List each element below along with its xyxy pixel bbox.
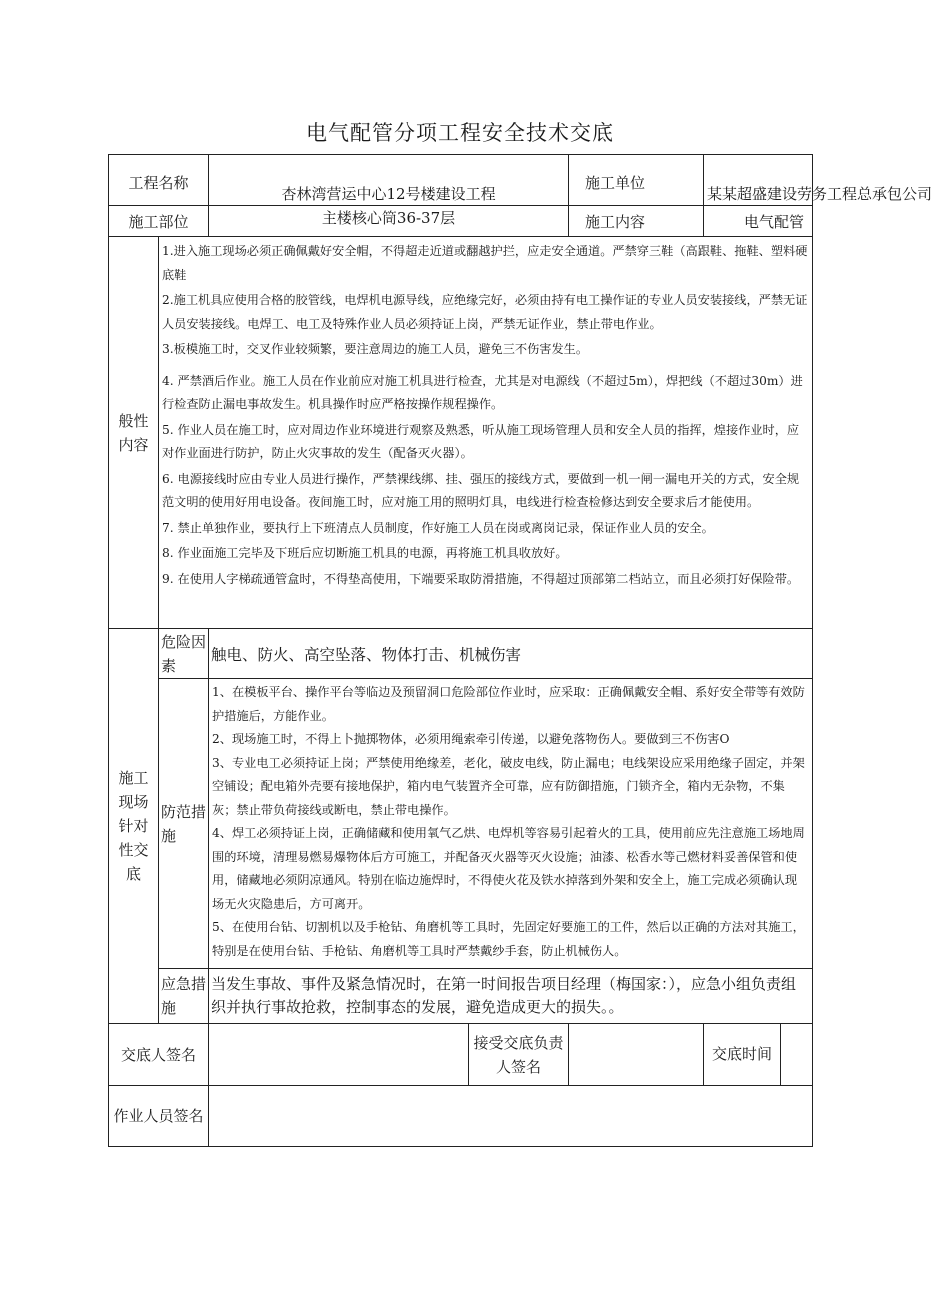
- handover-time-label: 交底时间: [704, 1024, 781, 1085]
- location-value: 主楼核心筒36-37层: [209, 206, 569, 237]
- specific-side-label-line: 针对: [118, 817, 149, 835]
- danger-label: [159, 629, 209, 679]
- row-danger: [109, 629, 813, 679]
- prevention-label: [159, 679, 209, 969]
- general-side-label-line: 般性: [118, 411, 149, 430]
- specific-side-label-line: 现场: [118, 793, 149, 811]
- prevention-item: 1、在模板平台、操作平台等临边及预留洞口危险部位作业时，应采取：正确佩戴安全帽、系好安全带等有效防护措施后，方能作业。: [212, 685, 805, 723]
- general-item: 4. 严禁酒后作业。施工人员在作业前应对施工机具进行检查，尤其是对电源线（不超过5m），焊把线（不超过30m）进行检查防止漏电事故发生。机具操作时应严格按操作规程操作。: [162, 373, 803, 411]
- workers-signature-label: 作业人员签名: [109, 1086, 209, 1147]
- general-item: 1.进入施工现场必须正确佩戴好安全帽，不得超走近道或翻越护拦，应走安全通道。严禁穿三鞋（高跟鞋、拖鞋、塑料硬底鞋: [162, 244, 808, 282]
- project-name-value: 杏林湾营运中心12号楼建设工程: [209, 155, 569, 206]
- general-item: 9. 在使用人字梯疏通管盒时，不得垫高使用，下端要采取防滑措施，不得超过顶部第二档站立，而且必须打好保险带。: [162, 571, 800, 586]
- receiver-signature-label-line: 接受交底负责: [473, 1033, 564, 1052]
- danger-label-line: 危险因: [161, 632, 207, 651]
- general-side-label-line: 内容: [118, 435, 149, 454]
- prevention-label-line: 施: [161, 826, 177, 845]
- row-workers: [109, 1086, 813, 1147]
- row-prevention: [109, 679, 813, 969]
- specific-side-label-line: 施工: [118, 769, 149, 787]
- general-item: 8. 作业面施工完毕及下班后应切断施工机具的电源，再将施工机具收放好。: [162, 546, 568, 560]
- general-item: 6. 电源接线时应由专业人员进行操作，严禁裸线绑、挂、强压的接线方式，要做到一机一闸一漏电开关的方式，安全规范文明的使用好用电设备。夜间施工时，应对施工用的照明灯具，电线进行检查检修达到安全要求后才能使用。: [162, 471, 800, 509]
- document-title: 电气配管分项工程安全技术交底: [306, 121, 614, 145]
- general-item: 5. 作业人员在施工时，应对周边作业环境进行观察及熟悉，听从施工现场管理人员和安全人员的指挥，煌接作业时，应对作业面进行防护，防止火灾事故的发生（配备灭火器）。: [162, 422, 800, 460]
- prevention-item: 5、在使用台钻、切割机以及手枪钻、角磨机等工具时，先固定好要施工的工件，然后以正确的方法对其施工，特别是在使用台钻、手枪钻、角磨机等工具时严禁戴纱手套，防止机械伤人。: [212, 920, 805, 958]
- receiver-signature-label-line: 人签名: [496, 1057, 542, 1076]
- handover-signature-label: 交底人签名: [109, 1024, 209, 1086]
- specific-side-label-line: 性交: [118, 841, 149, 859]
- general-item: 2.施工机具应使用合格的胶管线，电焊机电源导线，应绝缘完好，必须由持有电工操作证的专业人员安装接线，严禁无证人员安装接线。电焊工、电工及特殊作业人员必须持证上岗，严禁无证作业，禁止带电作业。: [162, 293, 808, 331]
- general-item: 3.板模施工时，交叉作业较频繁，要注意周边的施工人员，避免三不伤害发生。: [162, 342, 589, 356]
- receiver-signature-field[interactable]: [569, 1024, 704, 1086]
- safety-briefing-table: [108, 154, 932, 1147]
- handover-time-field[interactable]: [781, 1024, 812, 1085]
- emergency-label-line: 施: [161, 999, 177, 1017]
- content-value: 电气配管: [704, 206, 813, 237]
- construction-unit-value: 某某超盛建设劳务工程总承包公司: [704, 155, 813, 206]
- row-location: [109, 206, 813, 237]
- workers-signature-field[interactable]: [209, 1086, 813, 1147]
- prevention-content: [209, 679, 813, 969]
- row-general: [109, 237, 813, 629]
- prevention-item: 3、专业电工必须持证上岗；严禁使用绝缘差，老化，破皮电线，防止漏电；电线架设应采用绝缘子固定，并架空铺设；配电箱外壳要有接地保护，箱内电气装置齐全可靠，应有防御措施，门锁齐全，箱内无杂物，不集灰；禁止带负荷接线或断电，禁止带电操作。: [212, 755, 805, 817]
- emergency-label: [159, 969, 209, 1024]
- handover-signature-field[interactable]: [209, 1024, 469, 1086]
- danger-label-line: 素: [161, 656, 177, 675]
- project-name-label: 工程名称: [109, 155, 209, 206]
- receiver-signature-label: [469, 1024, 569, 1086]
- prevention-item: 2、现场施工时，不得上卜抛掷物体，必须用绳索牵引传递，以避免落物伤人。要做到三不伤害O: [212, 732, 730, 746]
- general-content: [159, 237, 813, 629]
- general-item: 7. 禁止单独作业，要执行上下班清点人员制度，作好施工人员在岗或离岗记录，保证作业人员的安全。: [162, 520, 714, 535]
- specific-side-label-line: 底: [125, 865, 141, 883]
- location-label: 施工部位: [109, 206, 209, 237]
- specific-side-label: [109, 629, 159, 1024]
- content-label: 施工内容: [569, 206, 704, 237]
- danger-value: 触电、防火、高空坠落、物体打击、机械伤害: [209, 629, 813, 679]
- row-emergency: [109, 969, 813, 1024]
- row-signatures: [109, 1024, 813, 1086]
- row-project: [109, 155, 813, 206]
- handover-time-cell: [704, 1024, 813, 1086]
- general-side-label: [109, 237, 159, 629]
- emergency-label-line: 应急措: [161, 975, 207, 993]
- prevention-item: 4、焊工必须持证上岗，正确储藏和使用氧气乙烘、电焊机等容易引起着火的工具，使用前应先注意施工场地周围的环境，清理易燃易爆物体后方可施工，并配备灭火器等灭火设施；油漆、松香水等己燃材料妥善保管和使用，储藏地必须阴凉通风。特别在临边施焊时，不得使火花及铁水掉落到外架和安全上，施工完成必须确认现场无火灾隐患后，方可离开。: [212, 826, 805, 911]
- prevention-label-line: 防范措: [161, 802, 207, 821]
- emergency-value: 当发生事故、事件及紧急情况时，在第一时间报告项目经理（梅国家：），应急小组负责组织并执行事故抢救，控制事态的发展，避免造成更大的损失。。: [209, 969, 813, 1024]
- construction-unit-label: 施工单位: [569, 155, 704, 206]
